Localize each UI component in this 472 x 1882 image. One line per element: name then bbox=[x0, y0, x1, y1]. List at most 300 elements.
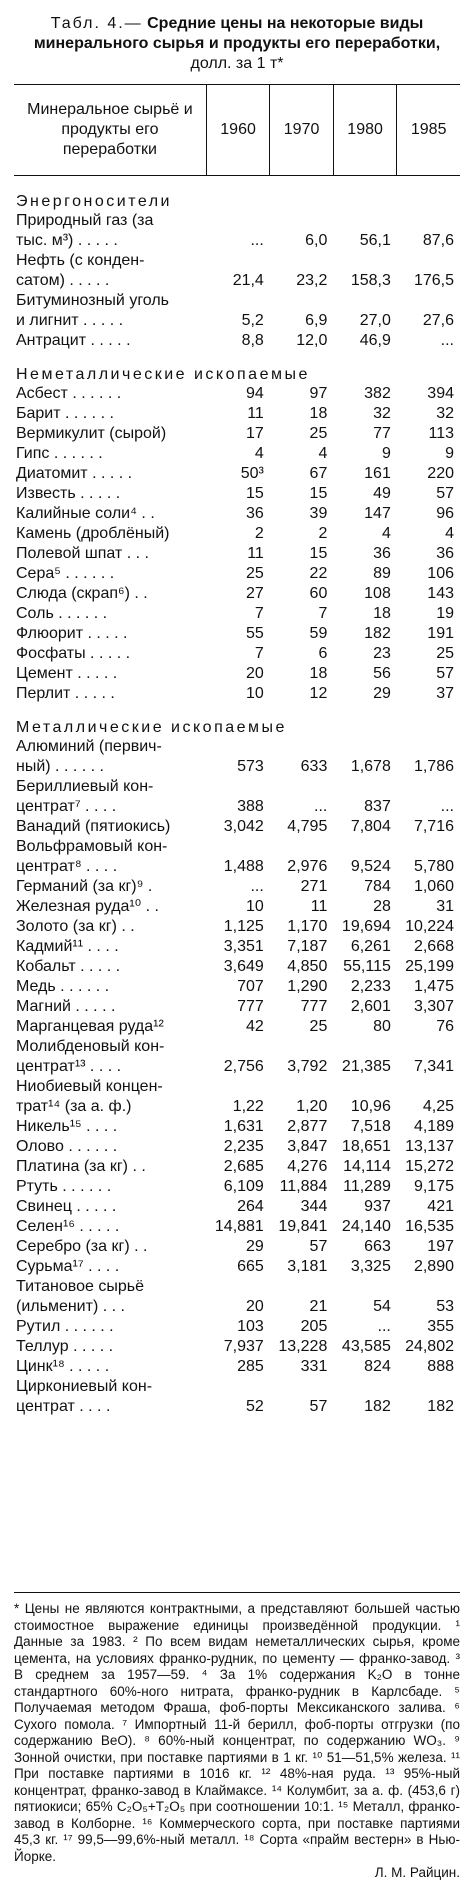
price-cell: 32 bbox=[436, 405, 454, 422]
price-cell: 220 bbox=[427, 465, 454, 482]
price-cell: 15 bbox=[309, 545, 328, 562]
price-cell: 2,601 bbox=[350, 998, 391, 1015]
price-cell bbox=[206, 291, 270, 311]
price-cell: 56 bbox=[373, 665, 391, 682]
price-cell: 3,307 bbox=[413, 998, 454, 1015]
price-cell: 3,649 bbox=[223, 958, 264, 975]
price-cell: 25 bbox=[246, 565, 264, 582]
price-cell: 24,140 bbox=[341, 1218, 391, 1235]
price-cell: 1,631 bbox=[223, 1118, 264, 1135]
price-cell bbox=[333, 251, 397, 271]
price-cell bbox=[397, 737, 460, 757]
table-row bbox=[14, 1197, 460, 1217]
material-name: Свинец . . . . . bbox=[16, 1198, 117, 1215]
table-row bbox=[14, 404, 460, 424]
material-name: Фосфаты . . . . . bbox=[16, 645, 131, 662]
material-name: Битуминозный уголь bbox=[16, 292, 170, 309]
material-name: сатом) . . . . . bbox=[16, 272, 110, 289]
table-row bbox=[14, 444, 460, 464]
material-name: Железная руда¹⁰ . . bbox=[16, 898, 159, 915]
price-cell: 663 bbox=[364, 1238, 391, 1255]
price-cell: 19,841 bbox=[278, 1218, 328, 1235]
table-row bbox=[14, 1157, 460, 1177]
table-row bbox=[14, 1397, 460, 1417]
material-name: Цинк¹⁸ . . . . . bbox=[16, 1358, 110, 1375]
material-name: Титановое сырьё bbox=[16, 1278, 144, 1295]
price-cell: 18 bbox=[373, 605, 391, 622]
price-cell: ... bbox=[250, 878, 264, 895]
price-cell: 7,341 bbox=[413, 1058, 454, 1075]
price-cell: 8,8 bbox=[241, 332, 264, 349]
material-name: Камень (дроблёный) bbox=[16, 525, 170, 542]
table-row bbox=[14, 1337, 460, 1357]
price-cell bbox=[270, 837, 334, 857]
price-cell: 15,272 bbox=[405, 1158, 454, 1175]
material-name: Кадмий¹¹ . . . . bbox=[16, 938, 119, 955]
caption-title: Средние цены на некоторые виды минерального сырья и продукты его переработки, bbox=[33, 15, 441, 52]
table-row bbox=[14, 937, 460, 957]
price-cell: 106 bbox=[427, 565, 454, 582]
price-cell: 56,1 bbox=[359, 232, 391, 249]
price-cell: 10 bbox=[246, 898, 264, 915]
material-name: Гипс . . . . . . bbox=[16, 445, 103, 462]
material-name: трат¹⁴ (за а. ф.) bbox=[16, 1098, 132, 1115]
table-row bbox=[14, 484, 460, 504]
table-row bbox=[14, 1057, 460, 1077]
price-cell: 55 bbox=[246, 625, 264, 642]
price-cell: 6,0 bbox=[305, 232, 328, 249]
price-cell: 394 bbox=[427, 385, 454, 402]
table-row bbox=[14, 997, 460, 1017]
material-name: Серебро (за кг) . . bbox=[16, 1238, 148, 1255]
price-cell: 27,0 bbox=[359, 312, 391, 329]
price-cell: 15 bbox=[309, 485, 328, 502]
name-column-header: Минеральное сырьё и продукты его переработки bbox=[14, 85, 206, 176]
section-title: Металлические ископаемые bbox=[16, 719, 287, 736]
table-row bbox=[14, 797, 460, 817]
price-cell: 1,060 bbox=[413, 878, 454, 895]
price-cell bbox=[206, 737, 270, 757]
section-spacer bbox=[14, 176, 460, 193]
price-cell: 191 bbox=[427, 625, 454, 642]
price-cell: 161 bbox=[364, 465, 391, 482]
material-name: Барит . . . . . . bbox=[16, 405, 114, 422]
price-cell: 1,170 bbox=[287, 918, 328, 935]
table-row bbox=[14, 524, 460, 544]
table-row bbox=[14, 464, 460, 484]
material-name: (ильменит) . . . bbox=[16, 1298, 125, 1315]
table-row bbox=[14, 917, 460, 937]
material-name: Золото (за кг) . . bbox=[16, 918, 135, 935]
price-cell: 665 bbox=[237, 1258, 264, 1275]
price-cell: 67 bbox=[309, 465, 328, 482]
material-name: и лигнит . . . . . bbox=[16, 312, 124, 329]
table-row bbox=[14, 251, 460, 271]
price-cell: 16,535 bbox=[405, 1218, 454, 1235]
material-name: Никель¹⁵ . . . . bbox=[16, 1118, 118, 1135]
price-cell: 7,518 bbox=[350, 1118, 391, 1135]
material-name: Цемент . . . . . bbox=[16, 665, 118, 682]
price-cell: 2,756 bbox=[223, 1058, 264, 1075]
price-cell: 36 bbox=[436, 545, 454, 562]
price-cell: 13,137 bbox=[405, 1138, 454, 1155]
price-cell: 20 bbox=[246, 665, 264, 682]
table-row bbox=[14, 977, 460, 997]
section-title: Энергоносители bbox=[16, 193, 172, 210]
price-cell: 837 bbox=[364, 798, 391, 815]
price-cell: 31 bbox=[436, 898, 454, 915]
price-cell: 182 bbox=[427, 1398, 454, 1415]
price-cell bbox=[270, 777, 334, 797]
price-table bbox=[14, 84, 460, 1417]
material-name: Соль . . . . . . bbox=[16, 605, 108, 622]
table-row bbox=[14, 857, 460, 877]
price-cell: 1,786 bbox=[413, 758, 454, 775]
year-header-1960: 1960 bbox=[206, 85, 270, 176]
table-row bbox=[14, 1137, 460, 1157]
price-cell: 573 bbox=[237, 758, 264, 775]
price-cell: 5,2 bbox=[241, 312, 264, 329]
price-cell: 6 bbox=[318, 645, 328, 662]
table-row bbox=[14, 957, 460, 977]
table-row bbox=[14, 231, 460, 251]
price-cell: 382 bbox=[364, 385, 391, 402]
table-row bbox=[14, 311, 460, 331]
table-row bbox=[14, 837, 460, 857]
price-cell: 777 bbox=[300, 998, 328, 1015]
price-cell: 9,524 bbox=[350, 858, 391, 875]
table-row bbox=[14, 1117, 460, 1137]
price-cell: 3,792 bbox=[287, 1058, 328, 1075]
table-row bbox=[14, 331, 460, 351]
price-cell: 1,22 bbox=[232, 1098, 264, 1115]
price-cell bbox=[397, 1377, 460, 1397]
table-caption bbox=[14, 14, 460, 74]
price-cell: 17 bbox=[246, 425, 264, 442]
price-cell: 18,651 bbox=[341, 1138, 391, 1155]
table-row bbox=[14, 504, 460, 524]
material-name: Слюда (скрап⁶) . . bbox=[16, 585, 148, 602]
price-cell: 4,189 bbox=[413, 1118, 454, 1135]
price-cell: 14,881 bbox=[214, 1218, 264, 1235]
price-cell: 7 bbox=[318, 605, 328, 622]
price-cell: 27,6 bbox=[422, 312, 454, 329]
material-name: Антрацит . . . . . bbox=[16, 332, 131, 349]
material-name: Калийные соли⁴ . . bbox=[16, 505, 155, 522]
price-cell: 94 bbox=[246, 385, 264, 402]
price-cell: 49 bbox=[373, 485, 391, 502]
price-cell bbox=[397, 1037, 460, 1057]
material-name: Флюорит . . . . . bbox=[16, 625, 128, 642]
price-cell: 97 bbox=[309, 385, 328, 402]
price-cell: 57 bbox=[309, 1398, 328, 1415]
material-name: Медь . . . . . . bbox=[16, 978, 110, 995]
price-cell: 4,25 bbox=[422, 1098, 454, 1115]
table-row bbox=[14, 291, 460, 311]
price-cell: 6,9 bbox=[305, 312, 328, 329]
price-cell: ... bbox=[440, 332, 454, 349]
price-cell bbox=[206, 1077, 270, 1097]
price-cell: 6,109 bbox=[223, 1178, 264, 1195]
price-cell: 10,96 bbox=[350, 1098, 391, 1115]
year-header-1980: 1980 bbox=[333, 85, 397, 176]
price-cell bbox=[333, 1077, 397, 1097]
price-cell bbox=[270, 251, 334, 271]
table-row bbox=[14, 757, 460, 777]
price-cell: 888 bbox=[427, 1358, 454, 1375]
price-cell: 2,890 bbox=[413, 1258, 454, 1275]
price-cell: 55,115 bbox=[343, 958, 391, 975]
material-name: Молибденовый кон- bbox=[16, 1038, 165, 1055]
price-cell: 42 bbox=[246, 1018, 264, 1035]
price-cell: 9 bbox=[445, 445, 454, 462]
price-cell: 2,976 bbox=[287, 858, 328, 875]
price-cell: 89 bbox=[373, 565, 391, 582]
material-name: Ниобиевый концен- bbox=[16, 1078, 163, 1095]
spacer-cell bbox=[14, 176, 460, 193]
price-cell: 18 bbox=[309, 665, 328, 682]
price-cell: 12 bbox=[309, 685, 328, 702]
price-cell bbox=[397, 777, 460, 797]
price-cell: 937 bbox=[364, 1198, 391, 1215]
price-cell: 19,694 bbox=[341, 918, 391, 935]
material-name: Селен¹⁶ . . . . . bbox=[16, 1218, 120, 1235]
price-cell: 3,042 bbox=[223, 818, 264, 835]
price-cell: 15 bbox=[246, 485, 264, 502]
year-header-1970: 1970 bbox=[270, 85, 334, 176]
material-name: Асбест . . . . . . bbox=[16, 385, 122, 402]
material-name: Ртуть . . . . . . bbox=[16, 1178, 112, 1195]
price-cell: 355 bbox=[427, 1318, 454, 1335]
price-cell: 784 bbox=[364, 878, 391, 895]
material-name: Олово . . . . . . bbox=[16, 1138, 118, 1155]
price-cell bbox=[333, 737, 397, 757]
material-name: Алюминий (первич- bbox=[16, 738, 162, 755]
caption-lead: Табл. 4.— bbox=[50, 15, 143, 32]
price-cell bbox=[397, 1277, 460, 1297]
price-cell: 824 bbox=[364, 1358, 391, 1375]
price-cell: 4 bbox=[318, 445, 328, 462]
table-row bbox=[14, 384, 460, 404]
price-cell bbox=[397, 211, 460, 231]
price-cell bbox=[206, 777, 270, 797]
price-cell: 4,795 bbox=[287, 818, 328, 835]
price-cell: 4,850 bbox=[287, 958, 328, 975]
price-cell: 285 bbox=[237, 1358, 264, 1375]
price-cell: 3,351 bbox=[223, 938, 264, 955]
material-name: Магний . . . . . bbox=[16, 998, 116, 1015]
price-cell: 2,235 bbox=[223, 1138, 264, 1155]
table-row bbox=[14, 1277, 460, 1297]
price-cell: 21 bbox=[309, 1298, 328, 1315]
price-cell: 113 bbox=[428, 425, 454, 442]
price-cell bbox=[206, 837, 270, 857]
price-cell: 11,884 bbox=[279, 1178, 328, 1195]
price-cell: 25,199 bbox=[405, 958, 454, 975]
price-cell: 9 bbox=[381, 445, 391, 462]
table-row bbox=[14, 1097, 460, 1117]
price-cell: 87,6 bbox=[422, 232, 454, 249]
price-cell: 633 bbox=[300, 758, 328, 775]
price-cell: 22 bbox=[309, 565, 328, 582]
table-row bbox=[14, 644, 460, 664]
price-cell: 147 bbox=[364, 505, 391, 522]
price-cell bbox=[270, 737, 334, 757]
price-cell bbox=[333, 1037, 397, 1057]
price-cell: 10 bbox=[246, 685, 264, 702]
material-name: тыс. м³) . . . . . bbox=[16, 232, 118, 249]
price-cell: 4 bbox=[445, 525, 454, 542]
price-cell: 25 bbox=[436, 645, 454, 662]
material-name: Рутил . . . . . . bbox=[16, 1318, 114, 1335]
price-cell: 11 bbox=[247, 545, 264, 562]
price-cell: 2,668 bbox=[413, 938, 454, 955]
price-cell: ... bbox=[377, 1318, 391, 1335]
material-name: ный) . . . . . . bbox=[16, 758, 104, 775]
table-row bbox=[14, 1237, 460, 1257]
price-cell: 344 bbox=[300, 1198, 328, 1215]
table-row bbox=[14, 684, 460, 704]
price-cell bbox=[333, 777, 397, 797]
price-cell: 205 bbox=[300, 1318, 328, 1335]
price-cell bbox=[333, 1377, 397, 1397]
price-cell bbox=[270, 1277, 334, 1297]
price-cell bbox=[206, 1377, 270, 1397]
price-cell: 3,847 bbox=[287, 1138, 328, 1155]
price-cell: 1,488 bbox=[223, 858, 264, 875]
price-cell: 3,181 bbox=[287, 1258, 328, 1275]
price-cell: 421 bbox=[427, 1198, 454, 1215]
price-cell: 54 bbox=[373, 1298, 391, 1315]
material-name: Диатомит . . . . . bbox=[16, 465, 133, 482]
price-cell: 7 bbox=[254, 645, 264, 662]
footnotes-text: * Цены не являются контрактными, а представляют большей частью стоимостное выражение единицы произведённой продукции. ¹ Данные за 1983. ² По всем видам неметаллических сырья, кроме цемента, на условиях франко-рудник, по цементу — франко-завод. ³ В среднем за 1957—59. ⁴ За 1% содержания K₂O в тонне стандартного 60%-ного нитрата, франко-рудник в Карлсбаде. ⁵ Получаемая методом Фраша, фоб-порты Мексиканского залива. ⁶ Сухого помола. ⁷ Импортный 11-й берилл, фоб-порты отгрузки (по содержанию BeO). ⁸ 60%-ный концентрат, по содержанию WO₃. ⁹ Зонной очистки, при поставке партиями в 1 кг. ¹⁰ 51—51,5% железа. ¹¹ При поставке партиями в 1016 кг. ¹² 48%-ная руда. ¹³ 95%-ный концентрат, франко-завод в Клаймаксе. ¹⁴ Колумбит, за а. ф. (453,6 г) пятиокиси; 65% C₂O₅+T₂O₅ при соотношении 10:1. ¹⁵ Металл, франко-завод в Колборне. ¹⁶ Коммерческого сорта, при поставке партиями 45,3 кг. ¹⁷ 99,5—99,6%-ный металл. ¹⁸ Сорта «прайм вестерн» в Нью-Йорке. bbox=[14, 1601, 460, 1864]
price-cell: 158,3 bbox=[350, 272, 391, 289]
price-cell: 4,276 bbox=[287, 1158, 328, 1175]
table-row bbox=[14, 1257, 460, 1277]
spacer-cell bbox=[14, 351, 460, 365]
table-row bbox=[14, 1017, 460, 1037]
price-cell: 5,780 bbox=[413, 858, 454, 875]
price-cell: 96 bbox=[436, 505, 454, 522]
section-title-row bbox=[14, 192, 460, 211]
price-cell: 19 bbox=[436, 605, 454, 622]
price-cell: 7 bbox=[254, 605, 264, 622]
price-cell: 25 bbox=[309, 425, 328, 442]
material-name: Сера⁵ . . . . . . bbox=[16, 565, 115, 582]
price-cell bbox=[270, 211, 334, 231]
table-row bbox=[14, 1077, 460, 1097]
price-cell: 2,233 bbox=[350, 978, 391, 995]
price-cell: 2 bbox=[318, 525, 328, 542]
price-cell: 4 bbox=[254, 445, 264, 462]
table-row bbox=[14, 1217, 460, 1237]
price-cell bbox=[397, 251, 460, 271]
table-row bbox=[14, 584, 460, 604]
table-row bbox=[14, 664, 460, 684]
price-cell bbox=[270, 1077, 334, 1097]
table-row bbox=[14, 624, 460, 644]
price-cell: 2,685 bbox=[223, 1158, 264, 1175]
table-row bbox=[14, 564, 460, 584]
caption-unit: долл. за 1 т* bbox=[190, 55, 284, 72]
price-cell: 1,290 bbox=[287, 978, 328, 995]
year-header-1985: 1985 bbox=[397, 85, 460, 176]
price-cell: 36 bbox=[246, 505, 264, 522]
price-cell bbox=[206, 1037, 270, 1057]
material-name: Сурьма¹⁷ . . . . bbox=[16, 1258, 120, 1275]
price-cell: 9,175 bbox=[413, 1178, 454, 1195]
material-name: Природный газ (за bbox=[16, 212, 154, 229]
price-cell: 7,937 bbox=[223, 1338, 264, 1355]
price-cell bbox=[333, 291, 397, 311]
price-cell: ... bbox=[314, 798, 328, 815]
section-title: Неметаллические ископаемые bbox=[16, 366, 310, 383]
price-cell: 43,585 bbox=[341, 1338, 391, 1355]
material-name: центрат⁸ . . . . bbox=[16, 858, 118, 875]
price-cell: 53 bbox=[436, 1298, 454, 1315]
material-name: центрат¹³ . . . . bbox=[16, 1058, 122, 1075]
material-name: Бериллиевый кон- bbox=[16, 778, 154, 795]
footnotes bbox=[14, 1592, 460, 1882]
section-spacer bbox=[14, 351, 460, 365]
price-cell: 57 bbox=[436, 665, 454, 682]
price-cell: 20 bbox=[246, 1298, 264, 1315]
price-cell bbox=[333, 1277, 397, 1297]
price-cell: 11 bbox=[310, 898, 328, 915]
price-cell: 23,2 bbox=[296, 272, 328, 289]
price-cell: 29 bbox=[246, 1238, 264, 1255]
price-cell: ... bbox=[250, 232, 264, 249]
price-cell bbox=[206, 1277, 270, 1297]
material-name: Германий (за кг)⁹ . bbox=[16, 878, 153, 895]
price-cell: 76 bbox=[436, 1018, 454, 1035]
price-cell: 11,289 bbox=[343, 1178, 391, 1195]
table-row bbox=[14, 211, 460, 231]
material-name: Известь . . . . . bbox=[16, 485, 121, 502]
price-cell: 80 bbox=[373, 1018, 391, 1035]
table-row bbox=[14, 737, 460, 757]
price-cell: 60 bbox=[309, 585, 328, 602]
price-cell: 7,716 bbox=[413, 818, 454, 835]
price-cell: 182 bbox=[364, 1398, 391, 1415]
material-name: Полевой шпат . . . bbox=[16, 545, 149, 562]
price-cell: 32 bbox=[373, 405, 391, 422]
price-cell: 1,20 bbox=[296, 1098, 328, 1115]
price-cell: 36 bbox=[373, 545, 391, 562]
price-cell bbox=[397, 837, 460, 857]
table-row bbox=[14, 1357, 460, 1377]
price-cell bbox=[397, 1077, 460, 1097]
price-cell: 28 bbox=[373, 898, 391, 915]
price-cell: 37 bbox=[436, 685, 454, 702]
price-cell: 6,261 bbox=[350, 938, 391, 955]
price-cell: 176,5 bbox=[413, 272, 454, 289]
price-cell: 7,187 bbox=[287, 938, 328, 955]
price-cell: 1,125 bbox=[223, 918, 264, 935]
price-cell: 25 bbox=[309, 1018, 328, 1035]
table-row bbox=[14, 271, 460, 291]
price-cell: 23 bbox=[373, 645, 391, 662]
price-cell: 21,385 bbox=[341, 1058, 391, 1075]
price-cell: 13,228 bbox=[278, 1338, 328, 1355]
price-cell: 52 bbox=[246, 1398, 264, 1415]
price-cell: 331 bbox=[300, 1358, 328, 1375]
price-cell: 2 bbox=[254, 525, 264, 542]
price-cell: 24,802 bbox=[405, 1338, 454, 1355]
spacer-cell bbox=[14, 704, 460, 718]
material-name: Теллур . . . . . bbox=[16, 1338, 114, 1355]
